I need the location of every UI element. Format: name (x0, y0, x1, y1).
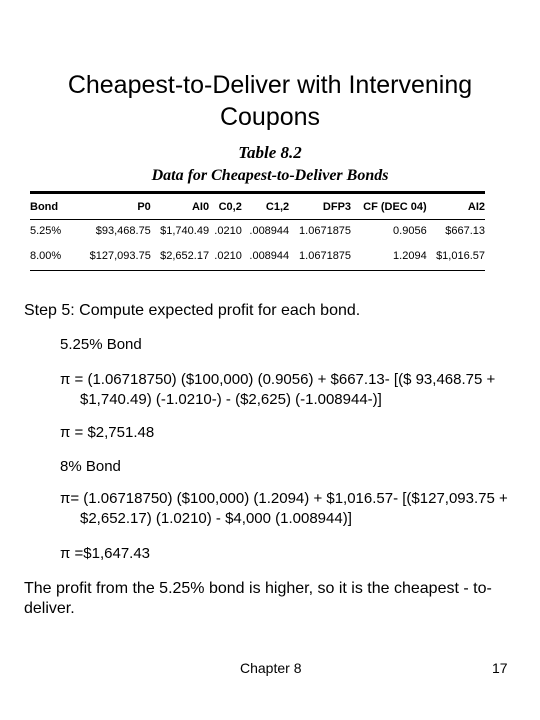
page-number: 17 (492, 660, 508, 676)
col-header-c02: C0,2 (218, 201, 242, 213)
col-header-ai2: AI2 (467, 201, 485, 213)
table-header-row (30, 196, 485, 218)
table-cell: $667.13 (445, 224, 485, 237)
table-cell: .008944 (249, 249, 290, 262)
table-cell: 0.9056 (393, 224, 427, 237)
table-cell: $1,740.49 (160, 224, 210, 237)
bond2-heading: 8% Bond (60, 458, 121, 475)
bond-data-table (30, 196, 485, 268)
bond2-formula: π= (1.06718750) ($100,000) (1.2094) + $1,016.57- [($127,093.75 + $2,652.17) (1.0210) - $4,000 (1.008944)] (60, 490, 508, 527)
table-subtitle: Data for Cheapest-to-Deliver Bonds (151, 167, 389, 184)
table-caption: Table 8.2 (238, 143, 302, 162)
footer-chapter: Chapter 8 (240, 660, 302, 676)
table-top-rule (30, 191, 485, 194)
table-cell: $127,093.75 (89, 249, 151, 262)
slide-title (0, 69, 540, 133)
table-bottom-rule (30, 270, 485, 271)
table-cell: 5.25% (30, 224, 62, 237)
col-header-cf: CF (DEC 04) (363, 201, 427, 213)
col-header-c12: C1,2 (265, 201, 290, 213)
col-header-dfp3: DFP3 (322, 201, 352, 213)
table-row (30, 243, 485, 268)
step-instruction: Step 5: Compute expected profit for each bond. (24, 302, 361, 319)
slide-title-line-1: Cheapest-to-Deliver with Intervening (67, 70, 473, 99)
col-header-ai0: AI0 (191, 201, 210, 213)
col-header-p0: P0 (137, 201, 151, 213)
table-cell: .0210 (214, 224, 242, 237)
table-cell: $1,016.57 (436, 249, 485, 262)
table-cell: 8.00% (30, 249, 62, 262)
table-header-rule (30, 219, 485, 220)
bond2-result: π =$1,647.43 (60, 545, 151, 562)
table-cell: .0210 (214, 249, 242, 262)
bond1-result: π = $2,751.48 (60, 424, 155, 441)
table-cell: .008944 (249, 224, 290, 237)
table-cell: 1.0671875 (299, 224, 352, 237)
bond1-heading: 5.25% Bond (60, 336, 142, 353)
bond1-formula: π = (1.06718750) ($100,000) (0.9056) + $667.13- [($ 93,468.75 + $1,740.49) (-1.0210-) - ($2,625) (-1.008944-)] (60, 371, 496, 408)
slide-title-line-2: Coupons (219, 102, 321, 131)
table-cell: $2,652.17 (160, 249, 210, 262)
table-cell: $93,468.75 (95, 224, 151, 237)
conclusion-text: The profit from the 5.25% bond is higher, so it is the cheapest - to-deliver. (24, 580, 492, 617)
table-cell: 1.2094 (393, 249, 427, 262)
table-row (30, 218, 485, 243)
col-header-bond: Bond (30, 201, 59, 213)
table-cell: 1.0671875 (299, 249, 352, 262)
